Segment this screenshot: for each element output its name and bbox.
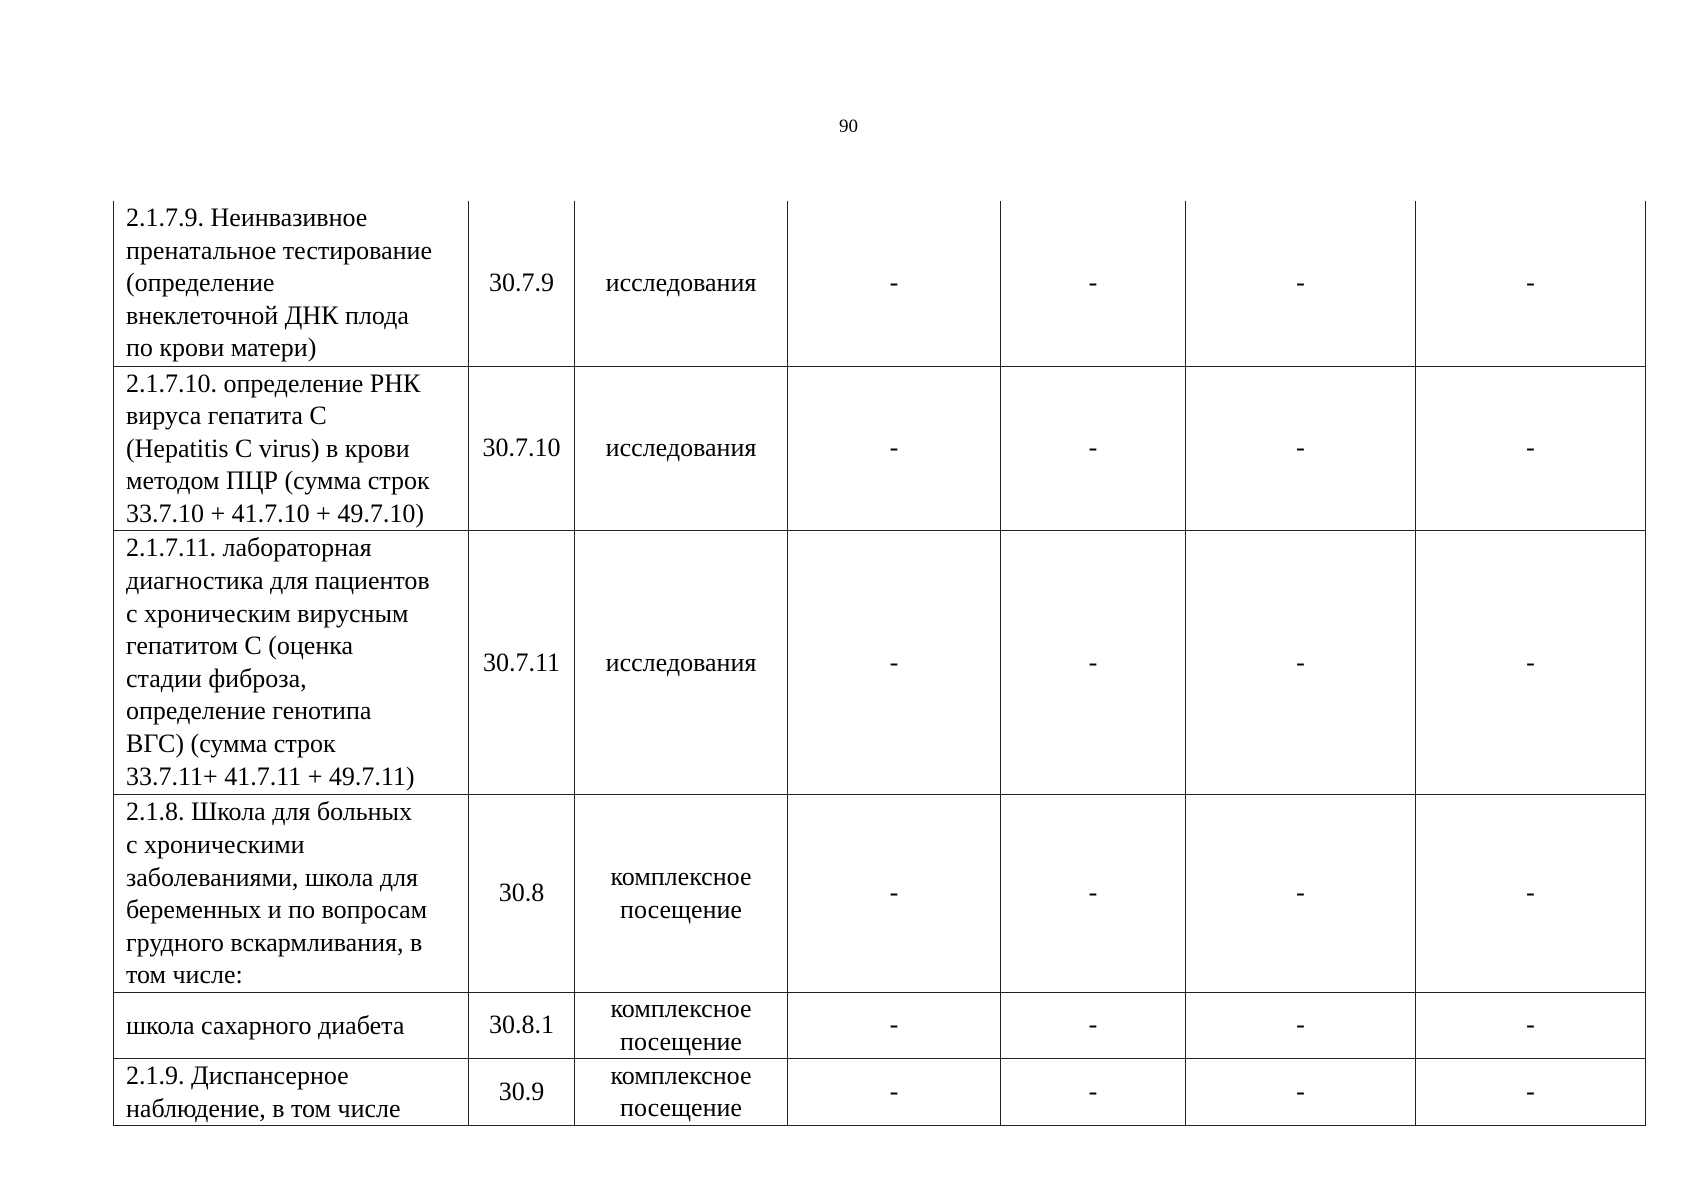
row-unit (575, 201, 788, 366)
row-value: - (788, 201, 1001, 366)
unit-line: исследования (605, 647, 757, 677)
row-unit (575, 531, 788, 795)
unit-line: посещение (620, 894, 742, 924)
row-description (114, 795, 469, 993)
description-line: 2.1.7.11. лабораторная (126, 533, 372, 563)
table-row (114, 366, 1646, 531)
description-line: диагностика для пациентов (126, 566, 430, 596)
unit-line: исследования (605, 433, 757, 463)
row-value: - (788, 366, 1001, 531)
description-line: внеклеточной ДНК плода (126, 300, 409, 330)
row-value: - (1416, 795, 1646, 993)
description-line: (определение (126, 268, 275, 298)
row-value: - (1001, 1059, 1186, 1126)
row-unit (575, 1059, 788, 1126)
row-code: 30.7.11 (469, 531, 575, 795)
table-row (114, 993, 1646, 1059)
row-unit (575, 366, 788, 531)
unit-line: комплексное (610, 994, 752, 1024)
table-row (114, 1059, 1646, 1126)
row-value: - (1001, 201, 1186, 366)
row-description (114, 1059, 469, 1126)
description-line: вируса гепатита С (126, 401, 327, 431)
row-code: 30.8 (469, 795, 575, 993)
table-row (114, 201, 1646, 366)
row-value: - (1001, 366, 1186, 531)
row-description (114, 531, 469, 795)
row-description (114, 201, 469, 366)
description-line: 33.7.10 + 41.7.10 + 49.7.10) (126, 498, 424, 528)
row-value: - (1416, 201, 1646, 366)
row-value: - (1186, 795, 1416, 993)
unit-line: комплексное (610, 862, 752, 892)
unit-line: посещение (620, 1026, 742, 1056)
row-value: - (788, 531, 1001, 795)
description-line: с хроническими (126, 830, 305, 860)
row-value: - (1186, 366, 1416, 531)
description-line: методом ПЦР (сумма строк (126, 466, 430, 496)
row-value: - (788, 795, 1001, 993)
unit-line: посещение (620, 1093, 742, 1123)
description-line: ВГС) (сумма строк (126, 729, 336, 759)
row-value: - (788, 993, 1001, 1059)
row-description (114, 366, 469, 531)
description-line: 2.1.7.9. Неинвазивное (126, 203, 368, 232)
description-line: школа сахарного диабета (126, 1010, 405, 1040)
row-value: - (1186, 201, 1416, 366)
description-line: с хроническим вирусным (126, 598, 409, 628)
table-row (114, 531, 1646, 795)
description-line: стадии фиброза, (126, 663, 307, 693)
description-line: грудного вскармливания, в (126, 927, 423, 957)
row-value: - (1416, 993, 1646, 1059)
row-value: - (1001, 993, 1186, 1059)
row-value: - (1186, 1059, 1416, 1126)
table-row (114, 795, 1646, 993)
row-value: - (1001, 531, 1186, 795)
description-line: 33.7.11+ 41.7.11 + 49.7.11) (126, 761, 415, 791)
description-line: гепатитом С (оценка (126, 631, 354, 661)
row-value: - (788, 1059, 1001, 1126)
description-line: (Hepatitis C virus) в крови (126, 433, 410, 463)
unit-line: исследования (605, 267, 757, 297)
row-unit (575, 993, 788, 1059)
unit-line: комплексное (610, 1060, 752, 1090)
description-line: заболеваниями, школа для (126, 862, 419, 892)
row-code: 30.7.9 (469, 201, 575, 366)
row-value: - (1186, 993, 1416, 1059)
row-value: - (1186, 531, 1416, 795)
description-line: по крови матери) (126, 333, 317, 363)
row-value: - (1416, 366, 1646, 531)
row-description (114, 993, 469, 1059)
description-line: пренатальное тестирование (126, 235, 432, 265)
row-value: - (1416, 1059, 1646, 1126)
row-code: 30.8.1 (469, 993, 575, 1059)
row-code: 30.7.10 (469, 366, 575, 531)
description-line: определение генотипа (126, 696, 372, 726)
description-line: беременных и по вопросам (126, 895, 428, 925)
table-body (114, 201, 1646, 1126)
description-line: 2.1.7.10. определение РНК (126, 368, 421, 398)
row-value: - (1416, 531, 1646, 795)
description-line: наблюдение, в том числе (126, 1093, 401, 1123)
page-number: 90 (839, 116, 858, 137)
description-line: 2.1.9. Диспансерное (126, 1061, 349, 1091)
row-code: 30.9 (469, 1059, 575, 1126)
description-line: 2.1.8. Школа для больных (126, 797, 412, 827)
row-unit (575, 795, 788, 993)
row-value: - (1001, 795, 1186, 993)
data-table (113, 201, 1646, 1126)
description-line: том числе: (126, 960, 243, 990)
